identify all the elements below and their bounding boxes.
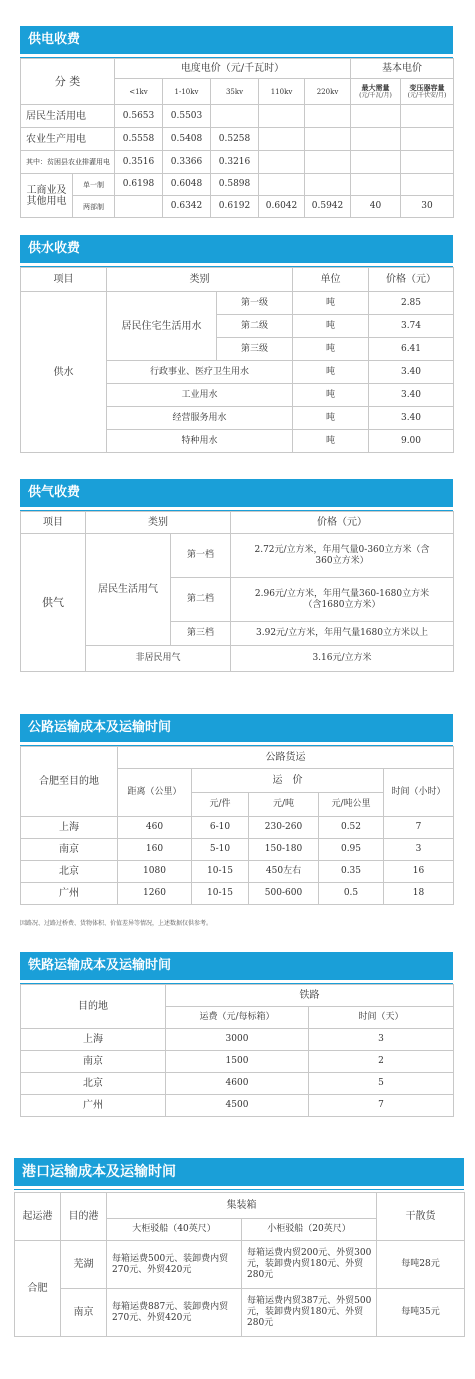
table-row: 南京 160 5-10 150-180 0.95 3 bbox=[21, 839, 454, 861]
port-title: 港口运输成本及运输时间 bbox=[14, 1158, 464, 1186]
electricity-section bbox=[20, 26, 453, 211]
table-row: 上海 3000 3 bbox=[21, 1029, 454, 1051]
table-row: 两部制 0.6342 0.6192 0.6042 0.5942 40 30 bbox=[21, 196, 454, 218]
water-section bbox=[20, 235, 453, 446]
electricity-title: 供电收费 bbox=[20, 26, 453, 54]
table-row: 广州 1260 10-15 500-600 0.5 18 bbox=[21, 883, 454, 905]
rail-dest-header: 目的地 bbox=[21, 985, 166, 1029]
gas-section bbox=[20, 479, 453, 663]
table-row: 第三级 吨 6.41 bbox=[21, 338, 454, 361]
rail-table bbox=[20, 984, 454, 1117]
gas-category-header: 类别 bbox=[86, 512, 231, 534]
gas-table bbox=[20, 511, 454, 672]
table-row: 南京 每箱运费887元、装卸费内贸270元、外贸420元 每箱运费内贸387元、外贸500元，装卸费内贸180元、外贸280元 每吨35元 bbox=[15, 1289, 465, 1337]
rail-header: 铁路 bbox=[166, 985, 454, 1007]
port-bulk-header: 干散货 bbox=[377, 1193, 465, 1241]
table-row: 北京 4600 5 bbox=[21, 1073, 454, 1095]
electricity-energy-header: 电度电价（元/千瓦时） bbox=[115, 59, 351, 79]
road-note: 因路况、过路过桥费、货物体积、价值差异等情况，上述数据仅供参考。 bbox=[20, 920, 213, 927]
voltage-col-header: 1-10kv bbox=[163, 79, 211, 105]
rail-fee-header: 运费（元/每标箱） bbox=[166, 1007, 309, 1029]
port-origin-header: 起运港 bbox=[15, 1193, 61, 1241]
port-dest-header: 目的港 bbox=[61, 1193, 107, 1241]
port-container-header: 集装箱 bbox=[107, 1193, 377, 1219]
table-row: 北京 1080 10-15 450左右 0.35 16 bbox=[21, 861, 454, 883]
port-small-header: 小柜驳船（20英尺） bbox=[242, 1219, 377, 1241]
voltage-col-header: 220kv bbox=[305, 79, 351, 105]
rail-title: 铁路运输成本及运输时间 bbox=[20, 952, 453, 980]
road-price-header: 运 价 bbox=[192, 769, 384, 793]
table-row: 农业生产用电 0.5558 0.5408 0.5258 bbox=[21, 128, 454, 151]
water-item: 供水 bbox=[21, 292, 107, 453]
port-large-header: 大柜驳船（40英尺） bbox=[107, 1219, 242, 1241]
industrial-label: 工商业及其他用电 bbox=[21, 174, 73, 218]
port-section bbox=[14, 1158, 464, 1328]
rail-section bbox=[20, 952, 453, 1111]
rail-time-header: 时间（天） bbox=[309, 1007, 454, 1029]
table-row: 行政事业、医疗卫生用水 吨 3.40 bbox=[21, 361, 454, 384]
road-freight-header: 公路货运 bbox=[118, 747, 454, 769]
table-row: 经营服务用水 吨 3.40 bbox=[21, 407, 454, 430]
water-title: 供水收费 bbox=[20, 235, 453, 263]
water-item-header: 项目 bbox=[21, 268, 107, 292]
port-origin: 合肥 bbox=[15, 1241, 61, 1337]
table-row: 非居民用气 3.16元/立方米 bbox=[21, 646, 454, 672]
road-table: 合肥至目的地 公路货运 距离（公里） 运 价 时间（小时） 元/件 元/吨 元/吨公里 上海 460 6-10 230-260 0.52 7 南京 160 5-10 150-180 0.95 3 北京 1080 10-15 450左右 0.35 16 广州 1260 10-15 500-600 0.5 18 bbox=[20, 746, 454, 905]
electricity-table bbox=[20, 58, 454, 218]
water-category-header: 类别 bbox=[107, 268, 293, 292]
water-table bbox=[20, 267, 454, 453]
electricity-basic-header: 基本电价 bbox=[351, 59, 454, 79]
table-row: 南京 1500 2 bbox=[21, 1051, 454, 1073]
table-row: 合肥 芜湖 每箱运费500元、装卸费内贸270元、外贸420元 每箱运费内贸200元、外贸300元，装卸费内贸180元、外贸280元 每吨28元 bbox=[15, 1241, 465, 1289]
table-row: 其中：贫困县农业排灌用电 0.3516 0.3366 0.3216 bbox=[21, 151, 454, 174]
table-row: 第三档 3.92元/立方米，年用气量1680立方米以上 bbox=[21, 622, 454, 646]
port-table bbox=[14, 1192, 465, 1337]
gas-item-header: 项目 bbox=[21, 512, 86, 534]
table-row: 供气 居民生活用气 第一档 2.72元/立方米，年用气量0-360立方米（含360立方米） bbox=[21, 534, 454, 578]
road-from-header: 合肥至目的地 bbox=[21, 747, 118, 817]
table-row: 工商业及其他用电 单一制 0.6198 0.6048 0.5898 bbox=[21, 174, 454, 196]
table-row: 广州 4500 7 bbox=[21, 1095, 454, 1117]
voltage-col-header: 110kv bbox=[259, 79, 305, 105]
road-time-header: 时间（小时） bbox=[384, 769, 454, 817]
road-title: 公路运输成本及运输时间 bbox=[20, 714, 453, 742]
road-section bbox=[20, 714, 453, 927]
gas-price-header: 价格（元） bbox=[231, 512, 454, 534]
voltage-col-header: <1kv bbox=[115, 79, 163, 105]
water-residential: 居民住宅生活用水 bbox=[107, 292, 217, 361]
max-demand-header: 最大需量 (元/千瓦/月) bbox=[351, 79, 401, 105]
table-row: 工业用水 吨 3.40 bbox=[21, 384, 454, 407]
electricity-category-header: 分 类 bbox=[21, 59, 115, 105]
voltage-col-header: 35kv bbox=[211, 79, 259, 105]
gas-item: 供气 bbox=[21, 534, 86, 672]
gas-residential: 居民生活用气 bbox=[86, 534, 171, 646]
table-row: 第二档 2.96元/立方米，年用气量360-1680立方米（含1680立方米） bbox=[21, 578, 454, 622]
table-row: 第二级 吨 3.74 bbox=[21, 315, 454, 338]
table-row: 特种用水 吨 9.00 bbox=[21, 430, 454, 453]
table-row: 居民生活用电 0.5653 0.5503 bbox=[21, 105, 454, 128]
road-distance-header: 距离（公里） bbox=[118, 769, 192, 817]
table-row: 上海 460 6-10 230-260 0.52 7 bbox=[21, 817, 454, 839]
gas-title: 供气收费 bbox=[20, 479, 453, 507]
table-row: 供水 居民住宅生活用水 第一级 吨 2.85 bbox=[21, 292, 454, 315]
transformer-header: 变压器容量 (元/千伏安/月) bbox=[401, 79, 454, 105]
water-unit-header: 单位 bbox=[293, 268, 369, 292]
water-price-header: 价格（元） bbox=[369, 268, 454, 292]
